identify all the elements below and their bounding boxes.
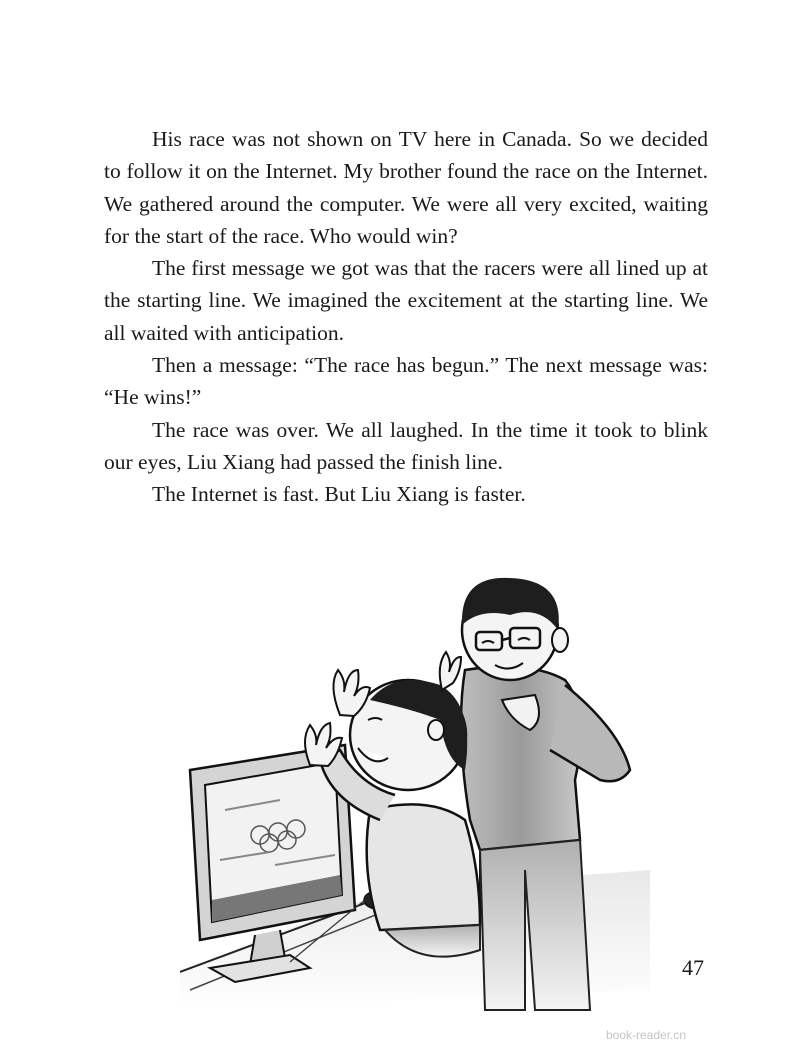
paragraph-4: The race was over. We all laughed. In the time it took to blink our eyes, Liu Xiang had passed the finish line. (104, 417, 708, 474)
story-text (104, 123, 708, 511)
page-number: 47 (682, 955, 704, 980)
paragraph-1: His race was not shown on TV here in Canada. So we decided to follow it on the Internet. My brother found the race on the Internet. We gathered around the computer. We were all very excited, waiting for the start of the race. Who would win? (104, 127, 708, 248)
paragraph-3: Then a message: “The race has begun.” The next message was: “He wins!” (104, 353, 708, 410)
paragraph-2: The first message we got was that the racers were all lined up at the starting line. We imagined the excitement at the starting line. We all waited with anticipation. (104, 256, 708, 345)
paragraph-5: The Internet is fast. But Liu Xiang is faster. (152, 482, 526, 507)
watermark: book-reader.cn (606, 1028, 687, 1042)
illustration (180, 570, 660, 1020)
